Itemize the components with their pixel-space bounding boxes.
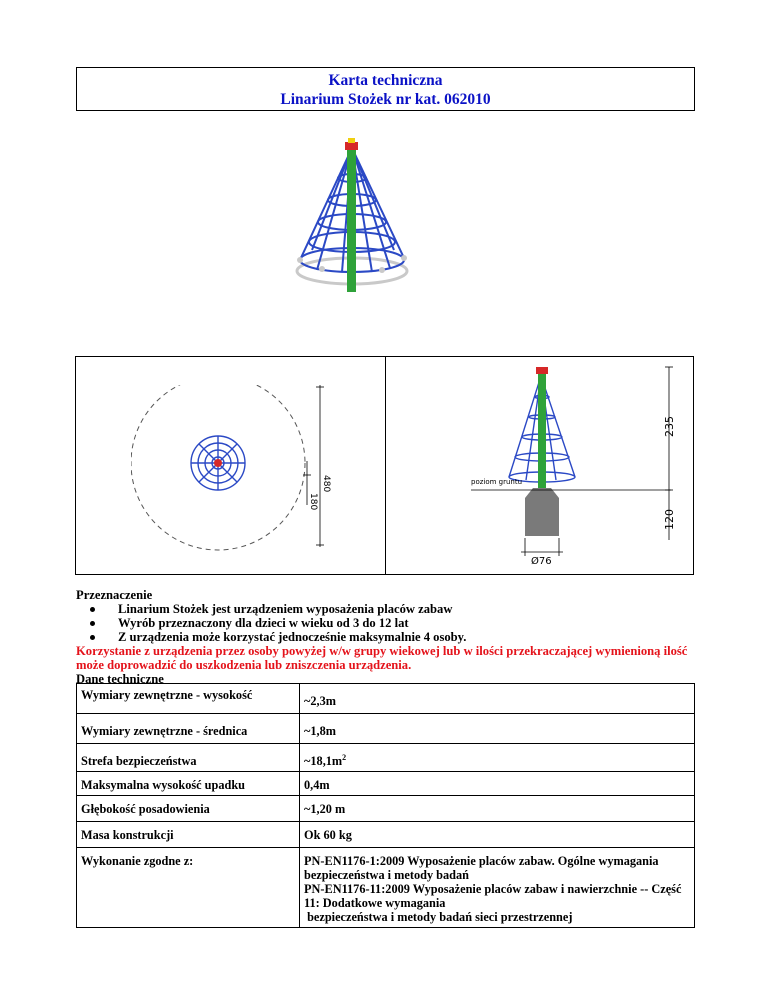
table-row: [77, 744, 695, 772]
spec-value: $\sim 18,1m^2$: [300, 744, 695, 772]
list-item: Z urządzenia może korzystać jednocześnie maksymalnie 4 osoby.: [76, 630, 696, 644]
ground-level-label: poziom gruntu: [471, 478, 523, 486]
spec-label: Głębokość posadowienia: [77, 796, 300, 822]
purpose-section: [76, 588, 696, 686]
table-row: [77, 714, 695, 744]
title-box: [76, 67, 695, 111]
spec-value: Ok 60 kg: [300, 822, 695, 848]
diameter-label: Ø76: [531, 556, 552, 567]
spec-label: Wykonanie zgodne z:: [77, 848, 300, 928]
purpose-heading: Przeznaczenie: [76, 588, 153, 602]
spec-value: ~2,3m: [300, 684, 695, 714]
list-item: Wyrób przeznaczony dla dzieci w wieku od 3 do 12 lat: [76, 616, 696, 630]
dim-235-label: 235: [663, 416, 676, 437]
elevation-view-drawing: [471, 362, 681, 567]
table-row: [77, 848, 695, 928]
spec-value: ~1,8m: [300, 714, 695, 744]
bullet-icon: [90, 607, 95, 612]
dim-480-label: 480: [321, 475, 331, 493]
page-title: Karta techniczna: [328, 72, 443, 89]
warning-text: Korzystanie z urządzenia przez osoby powyżej w/w grupy wiekowej lub w ilości przekraczającej wymienioną ilość może doprowadzić do uszkodzenia lub zniszczenia urządzenia.: [76, 644, 688, 672]
product-render-image: [282, 138, 487, 298]
list-item: Linarium Stożek jest urządzeniem wyposażenia placów zabaw: [76, 602, 696, 616]
table-row: [77, 822, 695, 848]
spec-label: Wymiary zewnętrzne - wysokość: [77, 684, 300, 714]
page-subtitle: Linarium Stożek nr kat. 062010: [280, 91, 491, 108]
bullet-icon: [90, 635, 95, 640]
drawing-divider: [385, 357, 386, 574]
plan-view-drawing: [131, 385, 371, 565]
bullet-icon: [90, 621, 95, 626]
table-row: [77, 684, 695, 714]
technical-drawing-frame: [75, 356, 694, 575]
tech-data-heading: Dane techniczne: [76, 672, 164, 686]
spec-value: 0,4m: [300, 772, 695, 796]
dim-180-label: 180: [308, 493, 318, 511]
spec-label: Masa konstrukcji: [77, 822, 300, 848]
table-row: [77, 772, 695, 796]
spec-value: PN-EN1176-1:2009 Wyposażenie placów zabaw. Ogólne wymagania bezpieczeństwa i metody badań PN-EN1176-11:2009 Wyposażenie placów zabaw i nawierzchnie -- Część 11: Dodatkowe wymagania bezpieczeństwa i metody badań sieci przestrzennej: [300, 848, 695, 928]
purpose-list: [76, 602, 696, 644]
table-row: [77, 796, 695, 822]
spec-label: Wymiary zewnętrzne - średnica: [77, 714, 300, 744]
spec-label: Strefa bezpieczeństwa: [77, 744, 300, 772]
dim-120-label: 120: [663, 509, 676, 530]
specs-table: [76, 683, 695, 928]
spec-value: ~1,20 m: [300, 796, 695, 822]
spec-label: Maksymalna wysokość upadku: [77, 772, 300, 796]
